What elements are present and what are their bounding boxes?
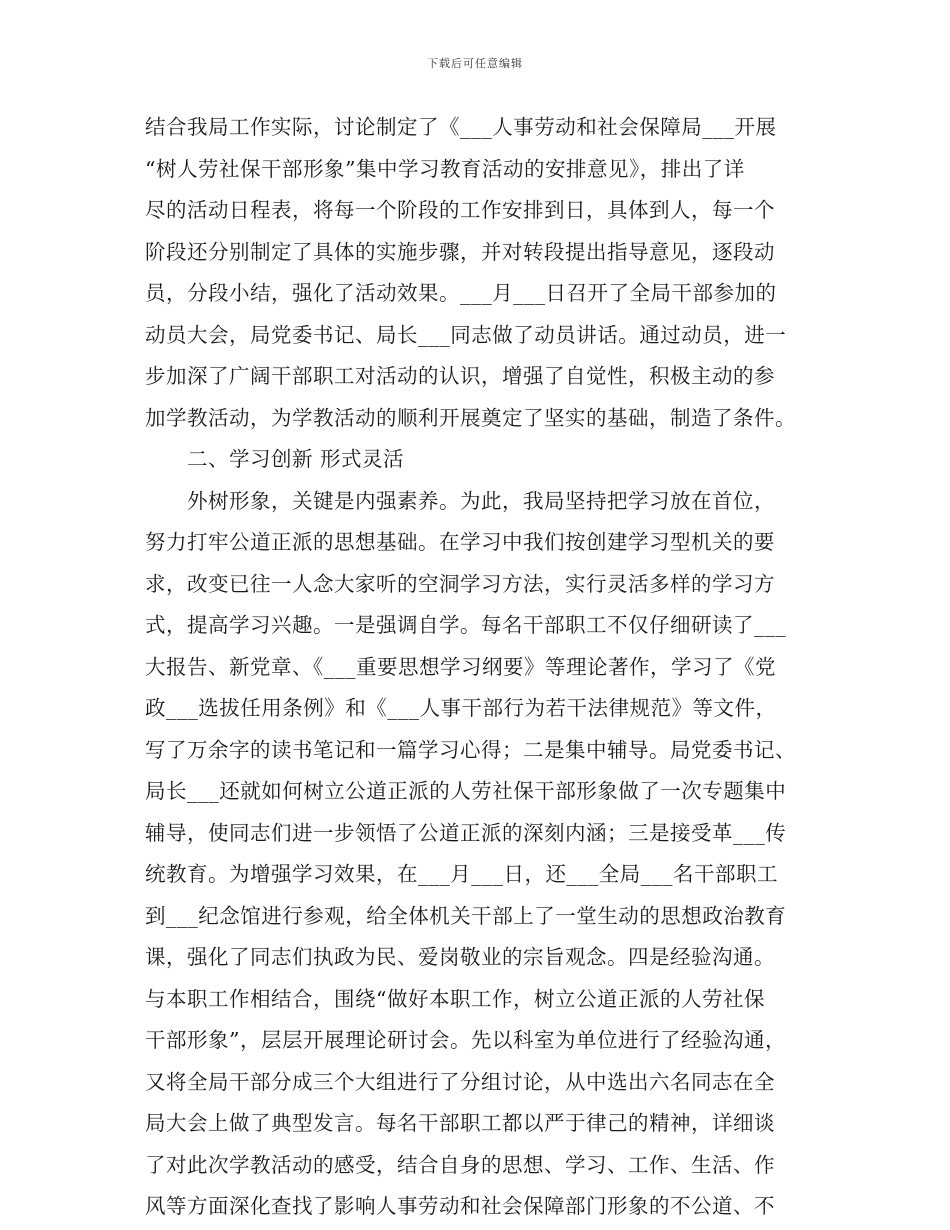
text-line: 与本职工作相结合，围绕“做好本职工作，树立公道正派的人劳社保 (145, 986, 765, 1011)
text-line: 大报告、新党章、《___重要思想学习纲要》等理论著作，学习了《党 (145, 654, 776, 679)
document-body (145, 107, 805, 1228)
text-line: 努力打牢公道正派的思想基础。在学习中我们按创建学习型机关的要 (145, 530, 775, 554)
text-line: 了对此次学教活动的感受，结合自身的思想、学习、工作、生活、作 (145, 1152, 775, 1177)
text-line: 步加深了广阔干部职工对活动的认识，增强了自觉性，积极主动的参 (145, 364, 775, 388)
text-line: 求，改变已往一人念大家听的空洞学习方法，实行灵活多样的学习方 (145, 571, 775, 596)
section-heading: 二、学习创新 形式灵活 (145, 447, 405, 471)
text-line: 政___选拔任用条例》和《___人事干部行为若干法律规范》等文件， (145, 696, 777, 720)
text-line: 式，提高学习兴趣。一是强调自学。每名干部职工不仅仔细研读了___ (145, 613, 787, 637)
text-line: 阶段还分别制定了具体的实施步骤，并对转段提出指导意见，逐段动 (145, 239, 775, 264)
text-line: “树人劳社保干部形象”集中学习教育活动的安排意见》，排出了详 (145, 156, 745, 181)
text-line: 课，强化了同志们执政为民、爱岗敬业的宗旨观念。四是经验沟通。 (145, 945, 775, 969)
text-line: 员，分段小结，强化了活动效果。___月___日召开了全局干部参加的 (145, 281, 777, 305)
page-header: 下载后可任意编辑 (427, 57, 523, 70)
text-line: 加学教活动，为学教活动的顺利开展奠定了坚实的基础，制造了条件。 (145, 405, 796, 430)
text-line: 辅导，使同志们进一步领悟了公道正派的深刻内涵；三是接受革___传 (145, 820, 787, 845)
text-line: 局长___还就如何树立公道正派的人劳社保干部形象做了一次专题集中 (145, 779, 787, 803)
text-line: 结合我局工作实际，讨论制定了《___人事劳动和社会保障局___开展 (145, 115, 777, 139)
text-line: 到___纪念馆进行参观，给全体机关干部上了一堂生动的思想政治教育 (145, 903, 787, 928)
text-line: 干部形象”，层层开展理论研讨会。先以科室为单位进行了经验沟通， (145, 1028, 786, 1052)
text-line: 局大会上做了典型发言。每名干部职工都以严于律己的精神，详细谈 (145, 1111, 775, 1135)
text-line: 又将全局干部分成三个大组进行了分组讨论，从中选出六名同志在全 (145, 1069, 775, 1094)
text-line: 动员大会，局党委书记、局长___同志做了动员讲话。通过动员，进一 (145, 322, 787, 347)
text-line: 尽的活动日程表，将每一个阶段的工作安排到日，具体到人，每一个 (145, 198, 775, 222)
text-line: 风等方面深化查找了影响人事劳动和社会保障部门形象的不公道、不 (145, 1194, 775, 1218)
text-line: 统教育。为增强学习效果，在___月___日，还___全局___名干部职工 (145, 862, 778, 886)
text-line: 外树形象，关键是内强素养。为此，我局坚持把学习放在首位， (145, 488, 775, 513)
text-line: 写了万余字的读书笔记和一篇学习心得；二是集中辅导。局党委书记、 (145, 737, 796, 762)
